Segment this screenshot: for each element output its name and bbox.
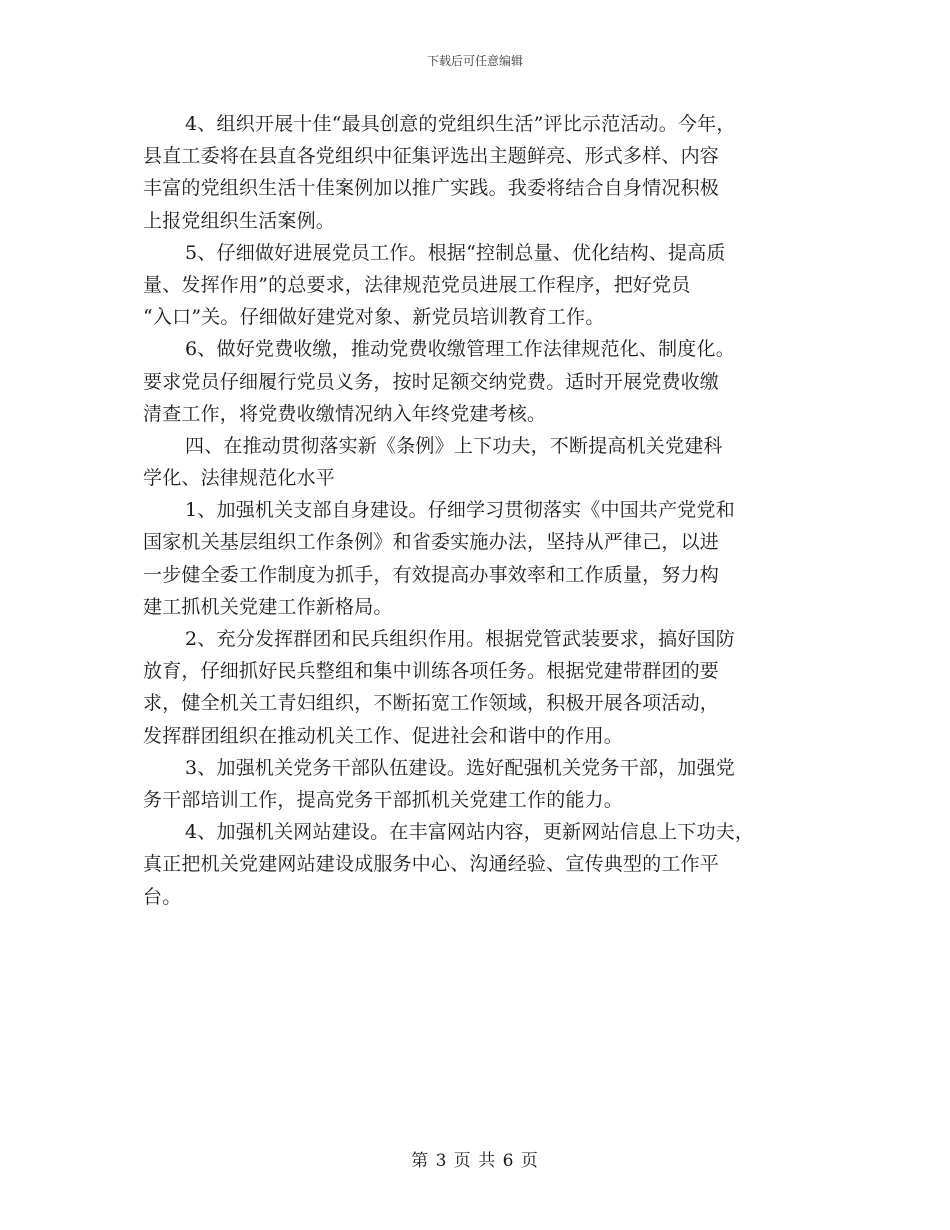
text-line: 5、仔细做好进展党员工作。根据“控制总量、优化结构、提高质 xyxy=(185,241,726,264)
text-line: 1、加强机关支部自身建设。仔细学习贯彻落实《中国共产党党和 xyxy=(185,499,735,522)
text-line: 建工抓机关党建工作新格局。 xyxy=(143,595,393,618)
section-heading-line: 学化、法律规范化水平 xyxy=(143,467,336,490)
text-line: 要求党员仔细履行党员义务，按时足额交纳党费。适时开展党费收缴 xyxy=(143,370,720,393)
text-line: 一步健全委工作制度为抓手，有效提高办事效率和工作质量，努力构 xyxy=(143,563,720,586)
text-line: 放育，仔细抓好民兵整组和集中训练各项任务。根据党建带群团的要 xyxy=(143,660,720,683)
section-heading-line: 四、在推动贯彻落实新《条例》上下功夫，不断提高机关党建科 xyxy=(185,434,723,457)
document-body xyxy=(143,108,823,913)
text-line: 发挥群团组织在推动机关工作、促进社会和谐中的作用。 xyxy=(143,724,624,747)
text-line: 台。 xyxy=(143,885,182,908)
text-line: 上报党组织生活案例。 xyxy=(143,209,336,232)
header-note: 下载后可任意编辑 xyxy=(426,54,523,68)
text-line: 清查工作，将党费收缴情况纳入年终党建考核。 xyxy=(143,402,547,425)
text-line: 量、发挥作用”的总要求，法律规范党员进展工作程序，把好党员 xyxy=(143,273,691,296)
text-line: 国家机关基层组织工作条例》和省委实施办法，坚持从严律己，以进 xyxy=(143,531,720,554)
text-line: 真正把机关党建网站建设成服务中心、沟通经验、宣传典型的工作平 xyxy=(143,853,720,876)
text-line: 6、做好党费收缴，推动党费收缴管理工作法律规范化、制度化。 xyxy=(185,338,735,361)
page-footer: 第 3 页 共 6 页 xyxy=(411,1151,539,1171)
text-line: 县直工委将在县直各党组织中征集评选出主题鲜亮、形式多样、内容 xyxy=(143,145,720,168)
text-line: 丰富的党组织生活十佳案例加以推广实践。我委将结合自身情况积极 xyxy=(143,177,720,200)
text-line: 4、加强机关网站建设。在丰富网站内容，更新网站信息上下功夫， xyxy=(185,821,755,844)
text-line: 4、组织开展十佳“最具创意的党组织生活”评比示范活动。今年， xyxy=(185,113,736,135)
text-line: 求，健全机关工青妇组织，不断拓宽工作领域，积极开展各项活动， xyxy=(143,692,720,715)
text-line: 务干部培训工作，提高党务干部抓机关党建工作的能力。 xyxy=(143,788,624,811)
text-line: 2、充分发挥群团和民兵组织作用。根据党管武装要求，搞好国防 xyxy=(185,628,735,650)
text-line: 3、加强机关党务干部队伍建设。选好配强机关党务干部，加强党 xyxy=(185,756,735,779)
text-line: “入口”关。仔细做好建党对象、新党员培训教育工作。 xyxy=(143,306,605,329)
